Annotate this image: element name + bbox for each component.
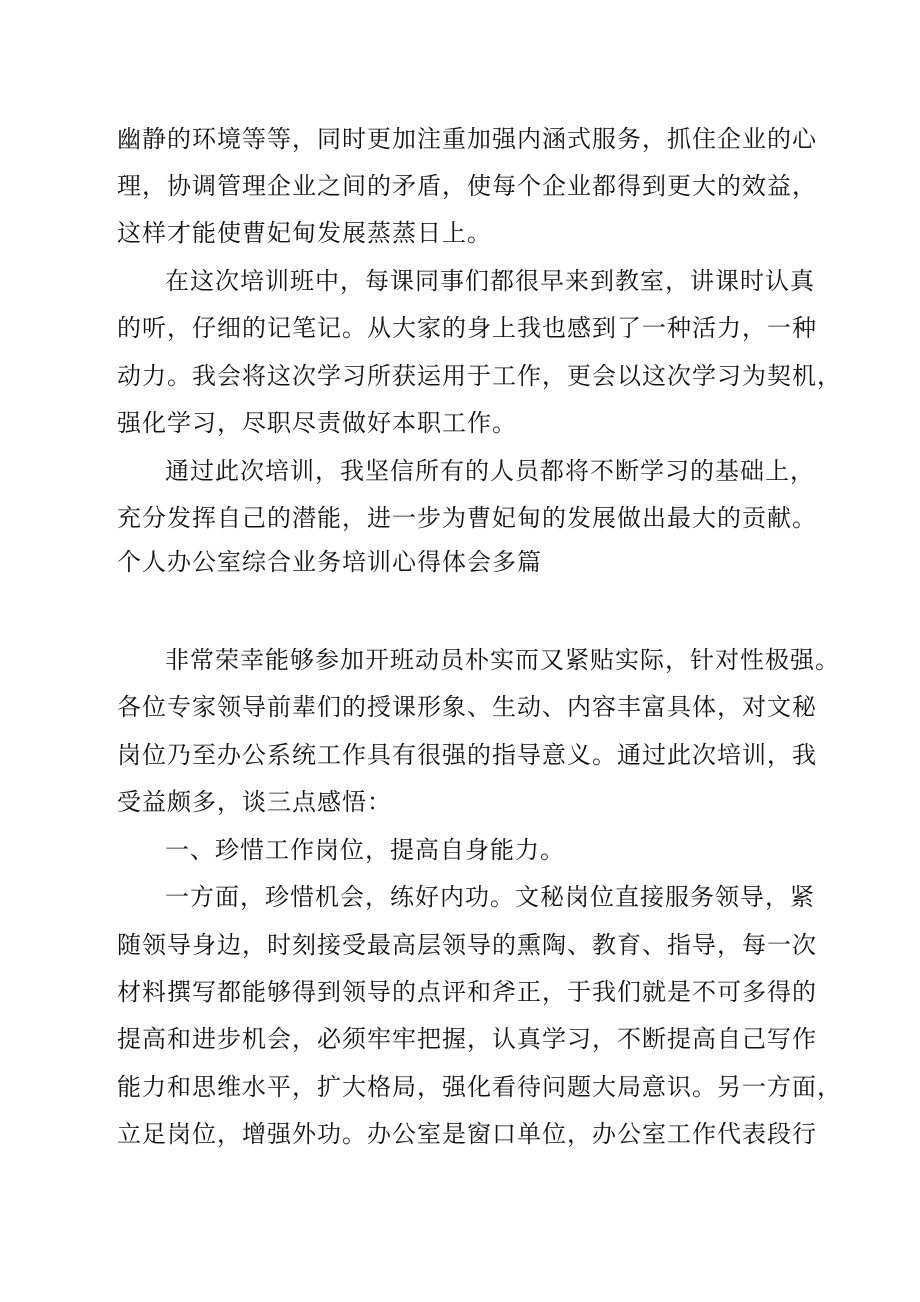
text-line-6: 动力。我会将这次学习所获运用于工作，更会以这次学习为契机，	[117, 362, 842, 390]
text-line-14: 受益颇多，谈三点感悟：	[117, 788, 392, 816]
text-line-3: 这样才能使曹妃甸发展蒸蒸日上。	[117, 219, 492, 247]
text-line-19: 提高和进步机会，必须牢牢把握，认真学习，不断提高自己写作	[117, 1025, 817, 1053]
subheading-line: 一、珍惜工作岗位，提高自身能力。	[165, 836, 565, 864]
text-line-9: 充分发挥自己的潜能，进一步为曹妃甸的发展做出最大的贡献。	[117, 504, 817, 532]
text-line-7: 强化学习，尽职尽责做好本职工作。	[117, 409, 517, 437]
text-line-1: 幽静的环境等等，同时更加注重加强内涵式服务，抓住企业的心	[117, 125, 817, 153]
paragraph-start-line: 一方面，珍惜机会，练好内功。文秘岗位直接服务领导，紧	[165, 883, 815, 911]
text-line-18: 材料撰写都能够得到领导的点评和斧正，于我们就是不可多得的	[117, 978, 817, 1006]
paragraph-start-line: 在这次培训班中，每课同事们都很早来到教室，讲课时认真	[165, 267, 815, 295]
text-line-13: 岗位乃至办公系统工作具有很强的指导意义。通过此次培训，我	[117, 741, 817, 769]
text-line-17: 随领导身边，时刻接受最高层领导的熏陶、教育、指导，每一次	[117, 931, 817, 959]
text-line-21: 立足岗位，增强外功。办公室是窗口单位，办公室工作代表段行	[117, 1120, 817, 1148]
text-line-5: 的听，仔细的记笔记。从大家的身上我也感到了一种活力，一种	[117, 314, 817, 342]
paragraph-start-line: 非常荣幸能够参加开班动员朴实而又紧贴实际，针对性极强。	[165, 646, 840, 674]
text-line-2: 理，协调管理企业之间的矛盾，使每个企业都得到更大的效益，	[117, 172, 817, 200]
paragraph-start-line: 通过此次培训，我坚信所有的人员都将不断学习的基础上，	[165, 457, 815, 485]
text-line-12: 各位专家领导前辈们的授课形象、生动、内容丰富具体，对文秘	[117, 693, 817, 721]
text-line-20: 能力和思维水平，扩大格局，强化看待问题大局意识。另一方面，	[117, 1073, 842, 1101]
section-title: 个人办公室综合业务培训心得体会多篇	[117, 548, 542, 576]
